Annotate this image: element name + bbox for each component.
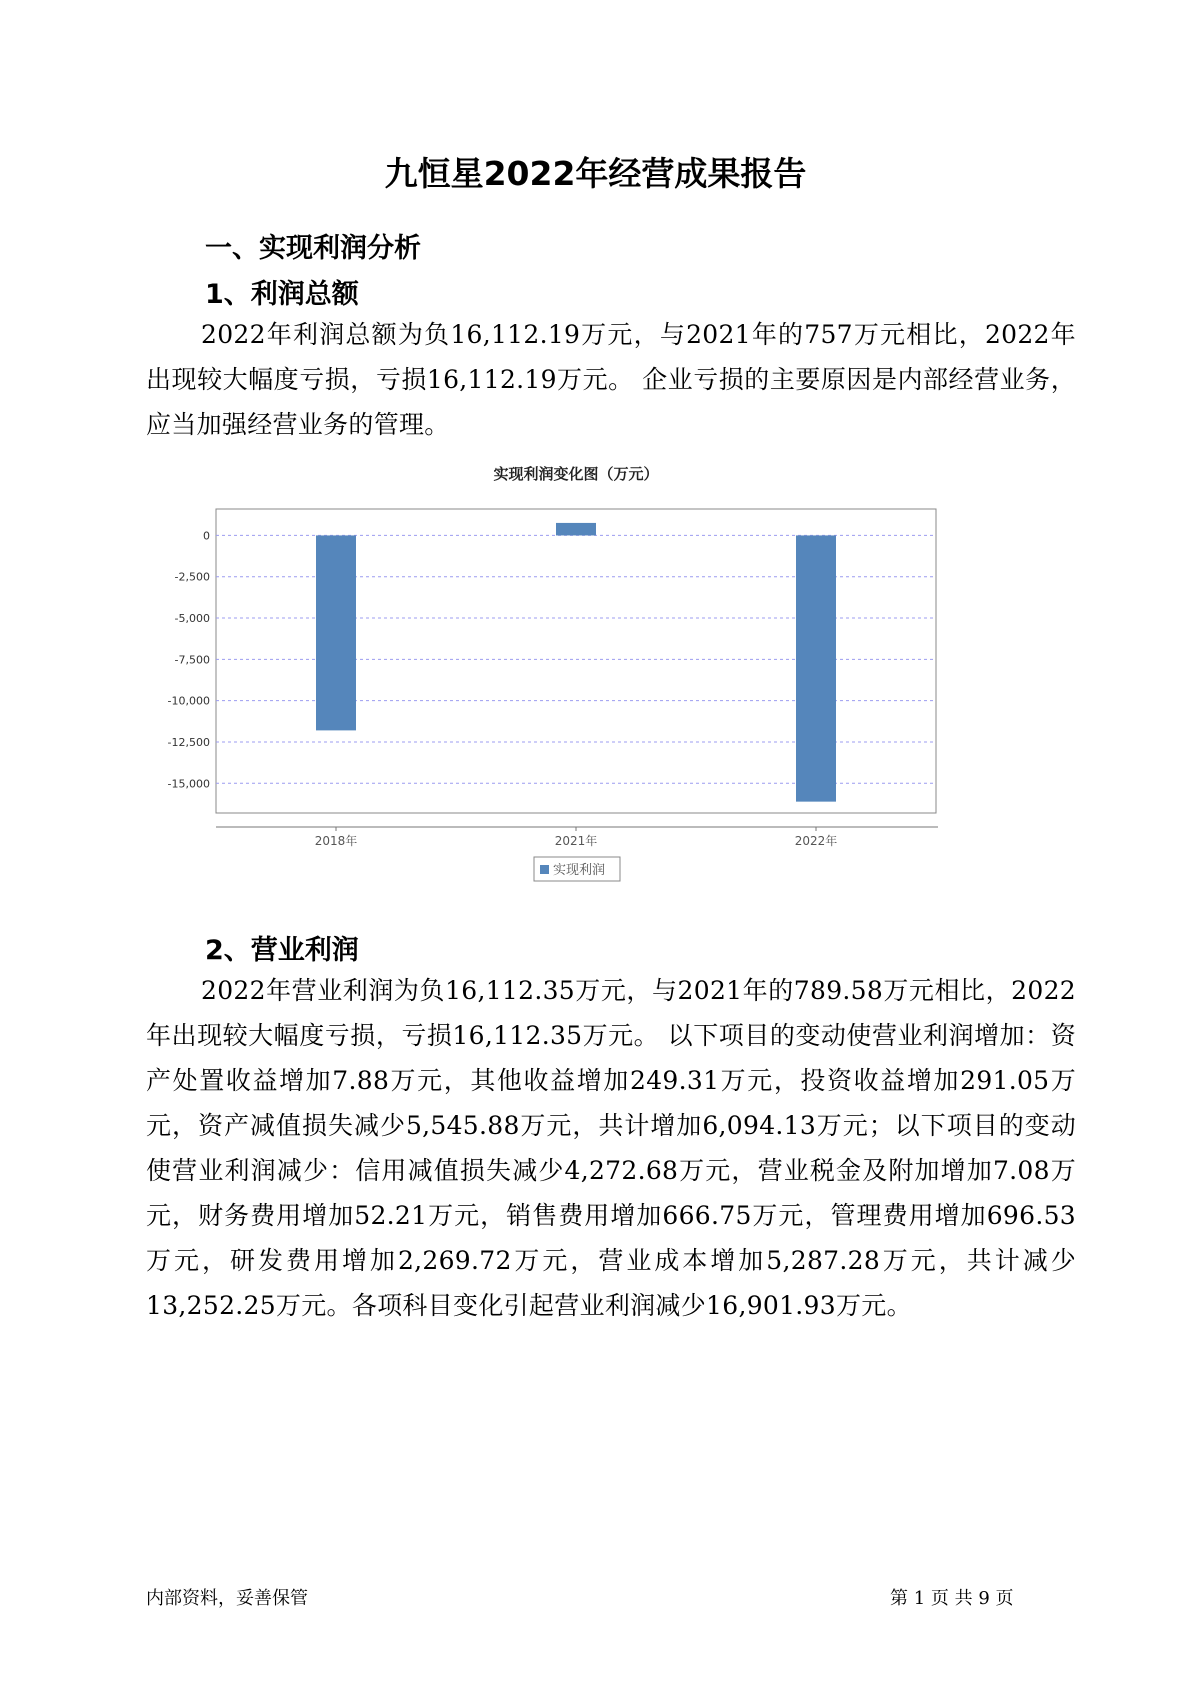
y-tick-label: -5,000 [174, 612, 210, 626]
profit-chart-svg [150, 465, 1030, 955]
x-tick-label: 2022年 [794, 834, 838, 848]
paragraph-profit-total: 2022年利润总额为负16,112.19万元，与2021年的757万元相比，2022年出现较大幅度亏损，亏损16,112.19万元。 企业亏损的主要原因是内部经营业务，应当加强经营业务的管理。 [146, 320, 1076, 439]
page-title: 九恒星2022年经营成果报告 [384, 154, 807, 193]
x-tick-label: 2021年 [554, 834, 598, 848]
x-tick-label: 2018年 [314, 834, 358, 848]
footer-page-number: 第 1 页 共 9 页 [890, 1588, 1014, 1609]
y-tick-label: -10,000 [167, 694, 210, 708]
profit-chart [150, 465, 1030, 955]
bar [316, 535, 356, 730]
chart-title: 实现利润变化图（万元） [493, 465, 659, 483]
y-tick-label: -12,500 [167, 735, 210, 749]
subsection-heading-operating-profit: 2、营业利润 [205, 935, 359, 966]
subsection-heading-profit-total: 1、利润总额 [205, 279, 359, 310]
paragraph-operating-profit: 2022年营业利润为负16,112.35万元，与2021年的789.58万元相比，2022年出现较大幅度亏损，亏损16,112.35万元。 以下项目的变动使营业利润增加：资产处置收益增加7.88万元，其他收益增加249.31万元，投资收益增加291.05万元，资产减值损失减少5,545.88万元，共计增加6,094.13万元；以下项目的变动使营业利润减少：信用减值损失减少4,272.68万元，营业税金及附加增加7.08万元，财务费用增加52.21万元，销售费用增加666.75万元，管理费用增加696.53万元，研发费用增加2,269.72万元，营业成本增加5,287.28万元，共计减少13,252.25万元。各项科目变化引起营业利润减少16,901.93万元。 [146, 976, 1076, 1320]
y-tick-label: 0 [203, 529, 210, 543]
legend-label: 实现利润 [553, 863, 606, 878]
y-tick-label: -2,500 [174, 570, 210, 584]
y-tick-label: -15,000 [167, 777, 210, 791]
bar [796, 535, 836, 801]
footer-confidential-note: 内部资料，妥善保管 [146, 1588, 308, 1609]
y-tick-label: -7,500 [174, 653, 210, 667]
legend-swatch [540, 865, 549, 874]
bar [556, 523, 596, 536]
section-heading: 一、实现利润分析 [205, 233, 421, 264]
